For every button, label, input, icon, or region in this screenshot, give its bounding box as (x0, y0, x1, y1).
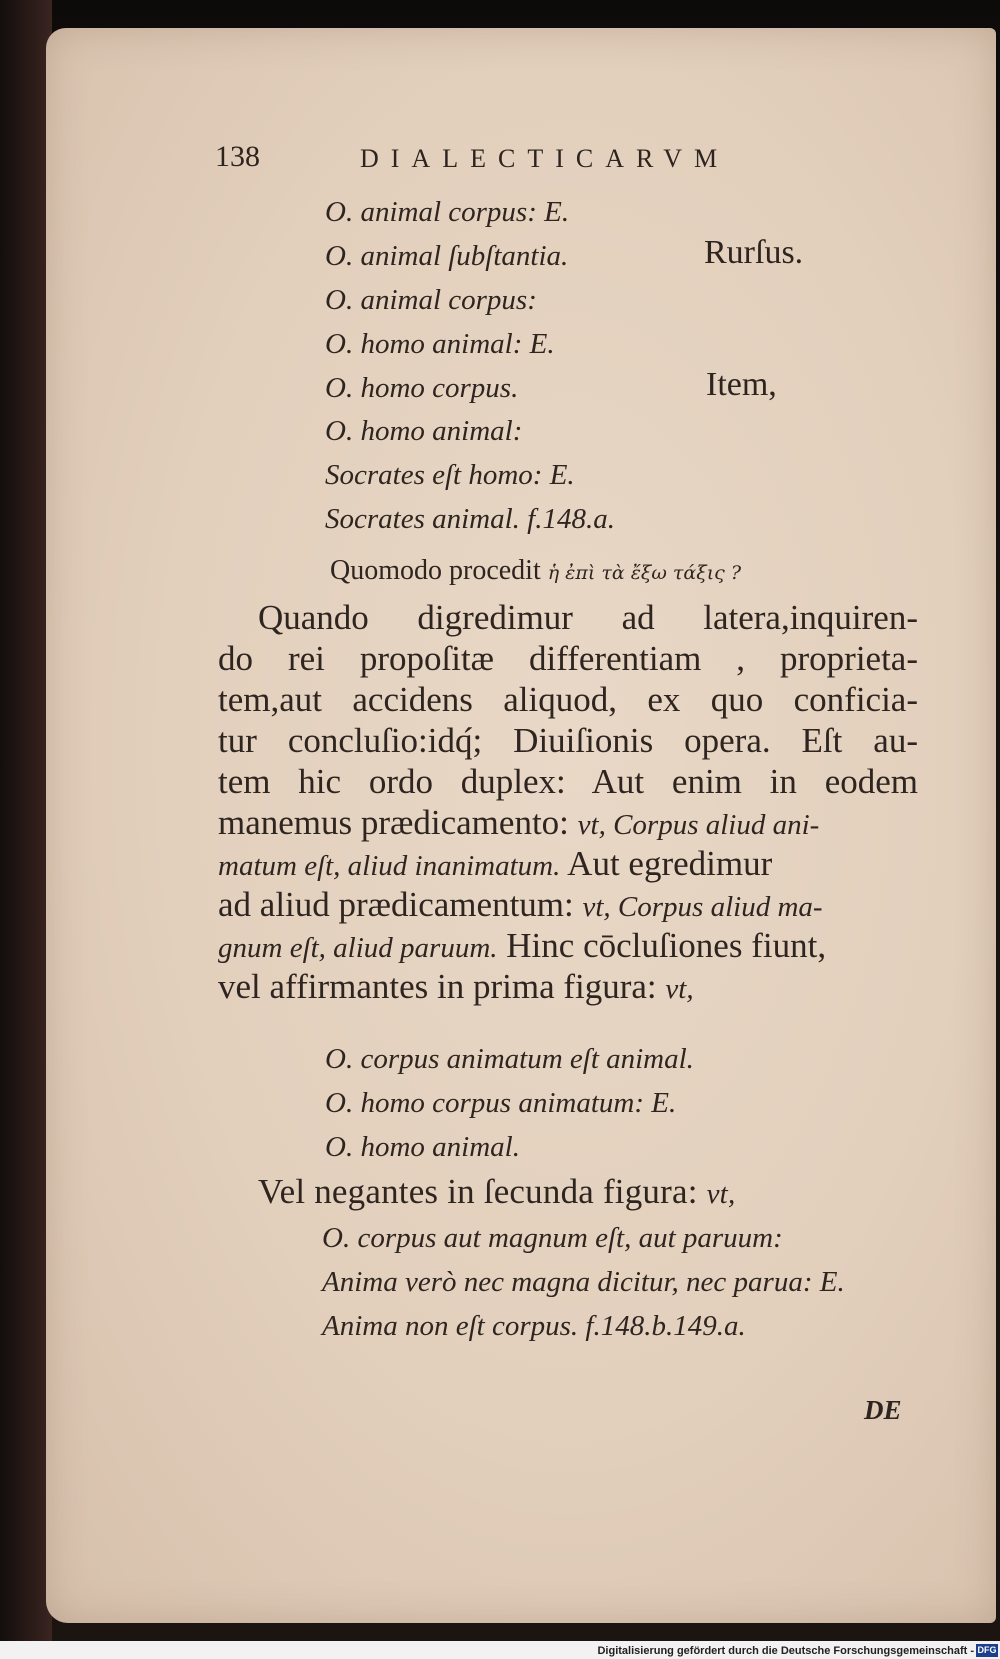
question-line (330, 555, 741, 587)
paragraph-row (218, 966, 918, 1007)
syllogism-line: Socrates eſt homo: E. (325, 459, 575, 491)
negantes-line (258, 1172, 735, 1212)
paragraph-row (218, 925, 918, 966)
paragraph-text: ad aliud prædicamentum: (218, 885, 583, 924)
syllogism-line: O. corpus animatum eſt animal. (325, 1043, 694, 1075)
paragraph-italic: vt, Corpus aliud ma- (582, 891, 823, 923)
paragraph-row (218, 884, 918, 925)
syllogism-line: O. homo corpus. (325, 372, 519, 404)
paragraph-italic: gnum eſt, aliud paruum. (218, 932, 498, 964)
main-paragraph (218, 597, 918, 1007)
paragraph-text: Aut egredimur (560, 844, 773, 883)
syllogism-line: O. animal corpus: (325, 284, 537, 316)
syllogism-line: Anima non eſt corpus. f.148.b.149.a. (322, 1310, 746, 1342)
syllogism-line: O. homo animal. (325, 1131, 520, 1163)
paragraph-text: manemus prædicamento: (218, 803, 578, 842)
syllogism-line: O. homo animal: E. (325, 328, 555, 360)
paragraph-text: vel affirmantes in prima figura: (218, 967, 666, 1006)
negantes-italic: vt, (706, 1178, 736, 1210)
paragraph-row: do rei propoſitæ differentiam , proprieta- (218, 639, 918, 678)
paragraph-italic: matum eſt, aliud inanimatum. (218, 850, 561, 882)
syllogism-line: O. homo animal: (325, 415, 523, 447)
side-label-item: Item, (706, 366, 777, 403)
paragraph-row: tur concluſio:idq́; Diuiſionis opera. Eſt au- (218, 721, 918, 760)
book-spine (0, 0, 52, 1659)
paragraph-text: Hinc cōcluſiones fiunt, (497, 926, 827, 965)
page-number: 138 (215, 140, 260, 173)
negantes-text: Vel negantes in ſecunda figura: (258, 1172, 707, 1211)
syllogism-line: O. animal corpus: E. (325, 196, 570, 228)
paragraph-row: tem,aut accidens aliquod, ex quo conficia- (218, 680, 918, 719)
syllogism-line: O. animal ſubſtantia. (325, 240, 569, 272)
syllogism-line: Anima verò nec magna dicitur, nec parua: E. (322, 1266, 845, 1298)
running-title: DIALECTICARVM (360, 144, 730, 173)
digitization-footer (0, 1641, 1000, 1659)
paragraph-italic: vt, Corpus aliud ani- (577, 809, 820, 841)
syllogism-line: Socrates animal. f.148.a. (325, 503, 615, 535)
footer-credit: Digitalisierung gefördert durch die Deutsche Forschungsgemeinschaft - (597, 1645, 974, 1657)
paragraph-row: Quando digredimur ad latera,inquiren- (258, 598, 918, 637)
question-greek: ἡ ἐπὶ τὰ ἔξω τάξις ? (547, 562, 742, 584)
syllogism-line: O. corpus aut magnum eſt, aut paruum: (322, 1222, 783, 1254)
dfg-logo-icon: DFG (977, 1645, 997, 1655)
running-head (215, 140, 815, 180)
paragraph-italic: vt, (665, 973, 694, 1005)
paragraph-row (218, 843, 918, 884)
paragraph-row: tem hic ordo duplex: Aut enim in eodem (218, 762, 918, 801)
catchword: DE (864, 1395, 902, 1425)
syllogism-line: O. homo corpus animatum: E. (325, 1087, 677, 1119)
question-latin: Quomodo procedit (330, 555, 541, 586)
side-label-rursus: Rurſus. (704, 234, 804, 271)
paragraph-row (218, 802, 918, 843)
